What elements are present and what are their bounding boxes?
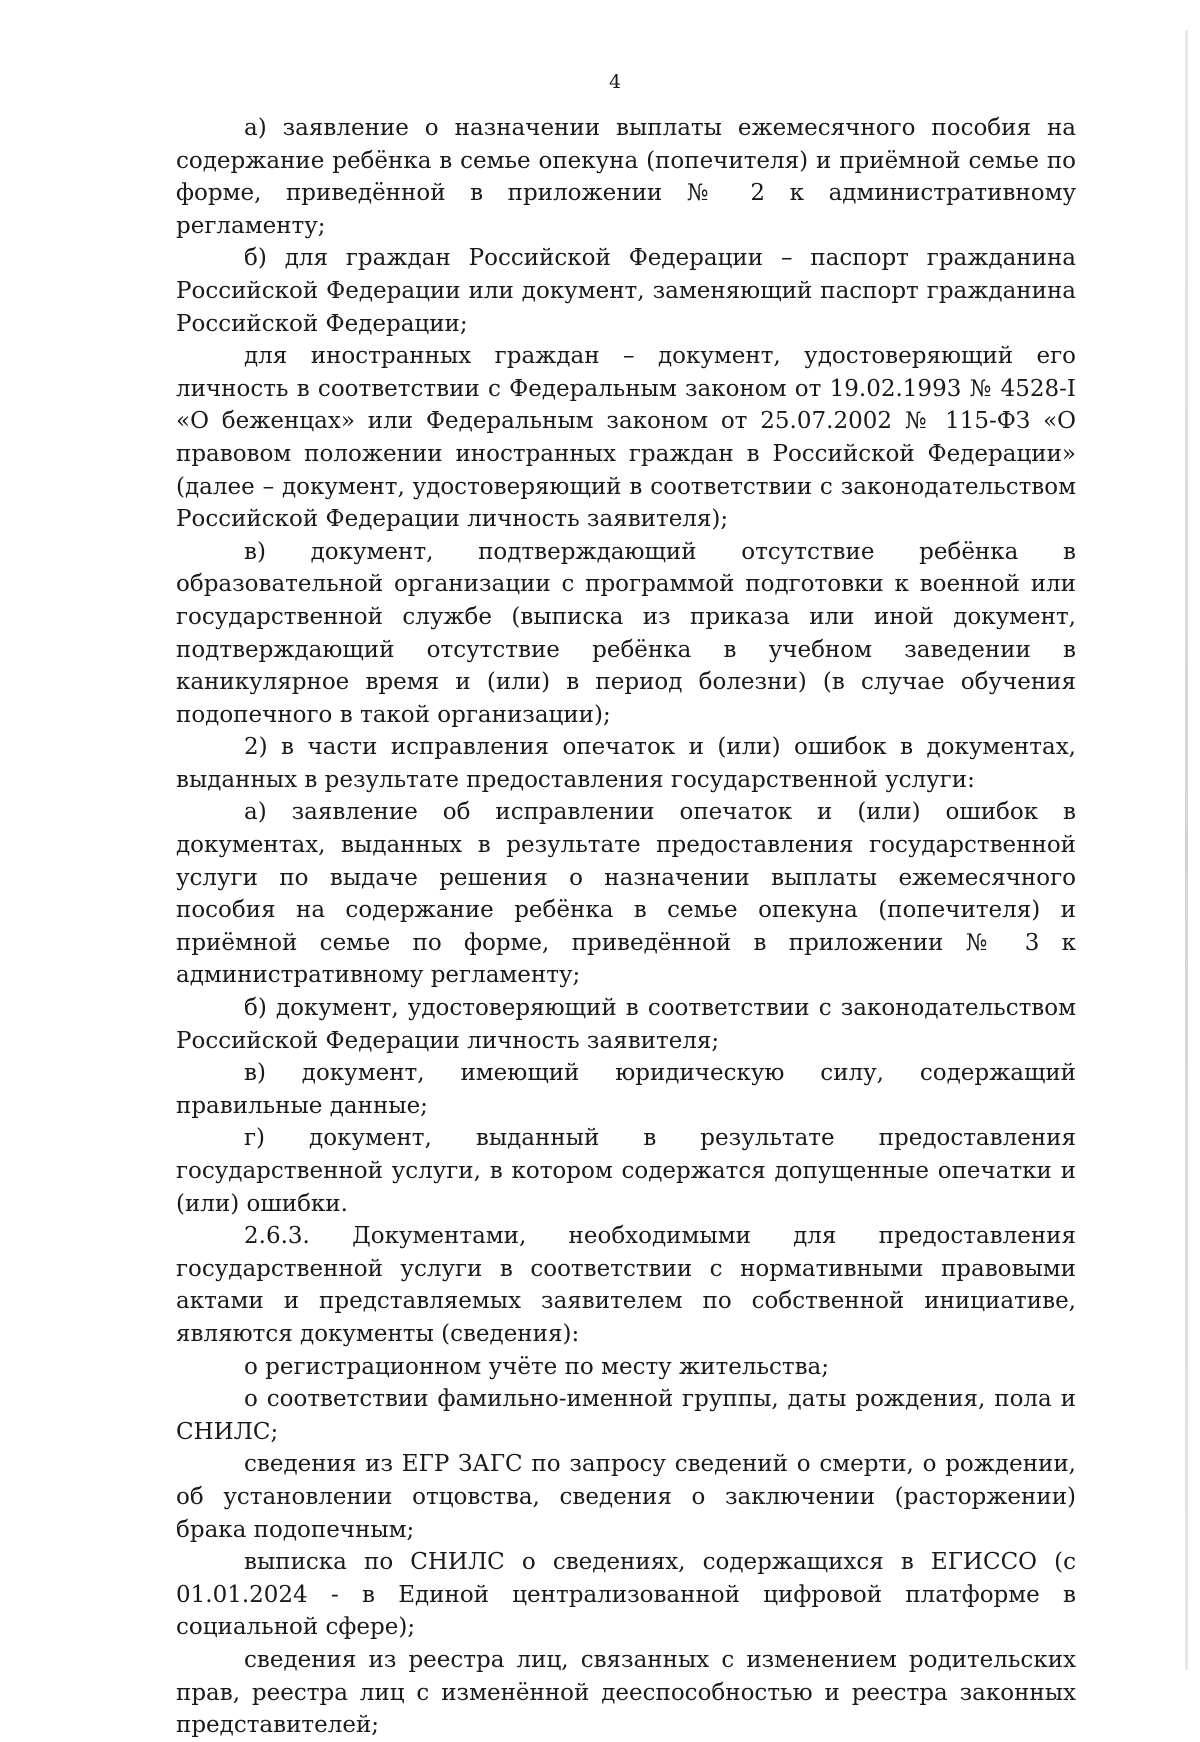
paragraph-child-absence-document: в) документ, подтверждающий отсутствие ребёнка в образовательной организации с программой подготовки к военной или государственной службе (выписка из приказа или иной документ, подтверждающий отсутствие ребёнка в учебном заведении в каникулярное время и (или) в период болезни) (в случае обучения подопечного в такой организации);	[176, 538, 1076, 728]
paragraph-egr-zags-info: сведения из ЕГР ЗАГС по запросу сведений о смерти, о рождении, об установлении отцовства, сведения о заключении (расторжении) брака подопечным;	[176, 1451, 1076, 1543]
paragraph-legal-force-document: в) документ, имеющий юридическую силу, содержащий правильные данные;	[176, 1060, 1076, 1119]
document-body	[176, 112, 1076, 1742]
paragraph-typo-correction-application: а) заявление об исправлении опечаток и (или) ошибок в документах, выданных в результате предоставления государственной услуги по выдаче решения о назначении выплаты ежемесячного пособия на содержание ребёнка в семье опекуна (попечителя) и приёмной семье по форме, приведённой в приложении № 3 к административному регламенту;	[176, 799, 1076, 989]
paragraph-identity-document: б) документ, удостоверяющий в соответствии с законодательством Российской Федерации личность заявителя;	[176, 995, 1076, 1054]
paragraph-snils-match: о соответствии фамильно-именной группы, даты рождения, пола и СНИЛС;	[176, 1386, 1076, 1445]
page-number: 4	[608, 71, 622, 93]
paragraph-egisso-extract: выписка по СНИЛС о сведениях, содержащихся в ЕГИССО (с 01.01.2024 - в Единой централизованной цифровой платформе в социальной сфере);	[176, 1549, 1076, 1641]
paragraph-application-form: а) заявление о назначении выплаты ежемесячного пособия на содержание ребёнка в семье опекуна (попечителя) и приёмной семье по форме, приведённой в приложении № 2 к административному регламенту;	[176, 115, 1076, 239]
paragraph-section-2-6-3: 2.6.3. Документами, необходимыми для предоставления государственной услуги в соответствии с нормативными правовыми актами и представляемых заявителем по собственной инициативе, являются документы (сведения):	[176, 1223, 1076, 1347]
paragraph-typo-correction-heading: 2) в части исправления опечаток и (или) ошибок в документах, выданных в результате предоставления государственной услуги:	[176, 734, 1076, 793]
paragraph-registry-info: сведения из реестра лиц, связанных с изменением родительских прав, реестра лиц с изменённой дееспособностью и реестра законных представителей;	[176, 1646, 1076, 1739]
page-edge-shadow	[1185, 30, 1188, 1670]
paragraph-registration-record: о регистрационном учёте по месту жительства;	[244, 1353, 829, 1380]
paragraph-passport-citizens: б) для граждан Российской Федерации – паспорт гражданина Российской Федерации или документ, заменяющий паспорт гражданина Российской Федерации;	[176, 245, 1076, 337]
paragraph-foreign-citizens-document: для иностранных граждан – документ, удостоверяющий его личность в соответствии с Федеральным законом от 19.02.1993 № 4528-I «О беженцах» или Федеральным законом от 25.07.2002 № 115-ФЗ «О правовом положении иностранных граждан в Российской Федерации» (далее – документ, удостоверяющий в соответствии с законодательством Российской Федерации личность заявителя);	[176, 343, 1076, 533]
paragraph-issued-document-with-errors: г) документ, выданный в результате предоставления государственной услуги, в котором содержатся допущенные опечатки и (или) ошибки.	[176, 1125, 1076, 1217]
